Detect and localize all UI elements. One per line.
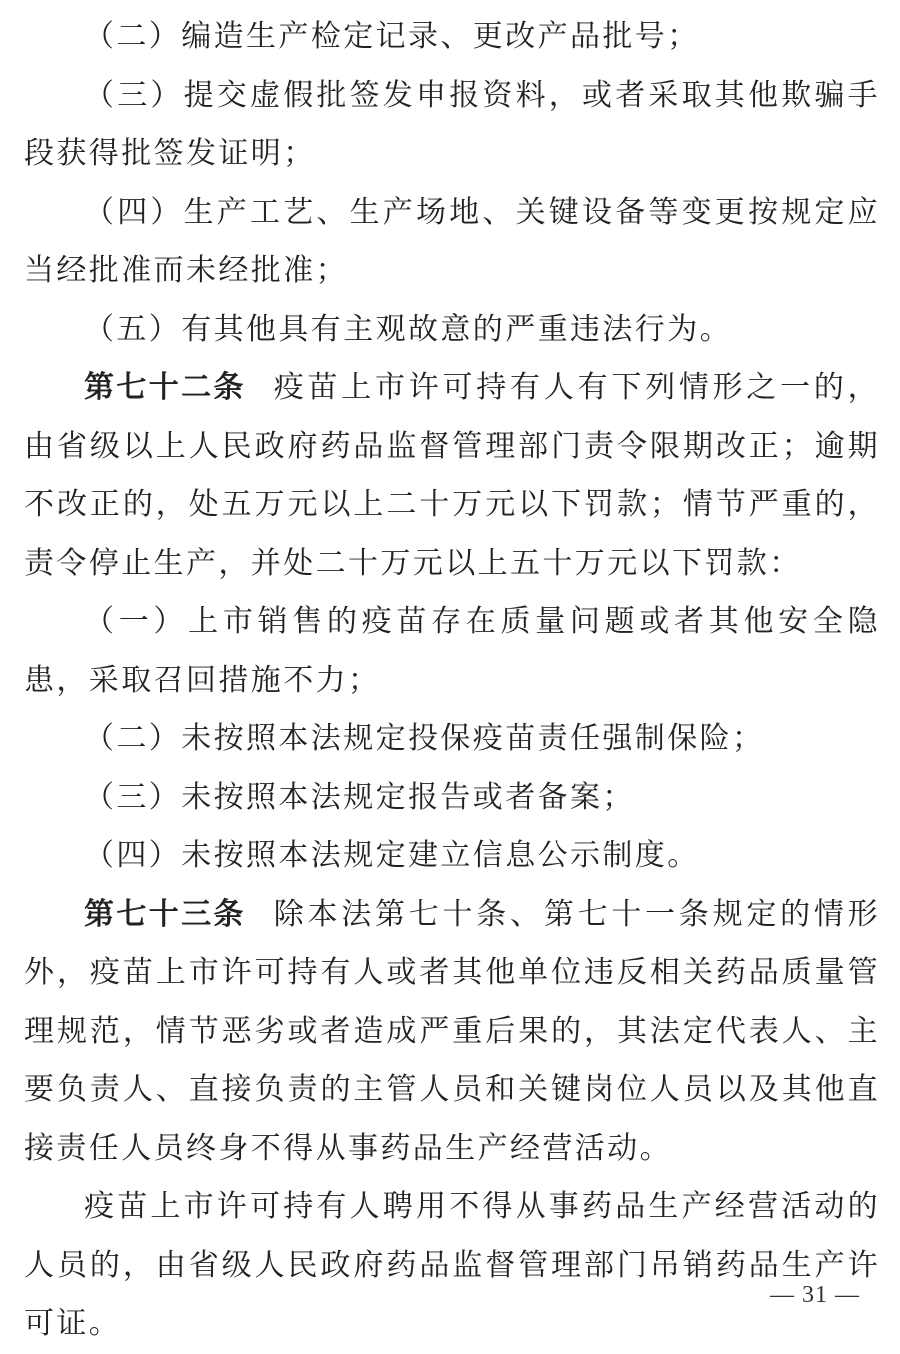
list-item-2: （二）编造生产检定记录、更改产品批号； [84,19,700,54]
article-72-item-4: （四）未按照本法规定建立信息公示制度。 [84,838,700,873]
article-73 [0,886,900,1179]
article-72-item-1: （一）上市销售的疫苗存在质量问题或者其他安全隐患，采取召回措施不力； [24,604,880,698]
list-item-5: （五）有其他具有主观故意的严重违法行为。 [84,311,732,347]
article-text: 疫苗上市许可持有人有下列情形之一的，由省级以上人民政府药品监督管理部门责令限期改正；逾期不改正的，处五万元以上二十万元以下罚款；情节严重的，责令停止生产，并处二十万元以上五十万元以下罚款： [24,370,881,581]
article-72-item-3: （三）未按照本法规定报告或者备案； [84,779,635,815]
document-body [0,8,900,1354]
page-number: — 31 — [770,1282,860,1308]
list-item-4: （四）生产工艺、生产场地、关键设备等变更按规定应当经批准而未经批准； [24,194,880,288]
article-text: 除本法第七十条、第七十一条规定的情形外，疫苗上市许可持有人或者其他单位违反相关药品质量管理规范，情节恶劣或者造成严重后果的，其法定代表人、主要负责人、直接负责的主管人员和关键岗位人员以及其他直接责任人员终身不得从事药品生产经营活动。 [24,896,881,1166]
article-72-item-2: （二）未按照本法规定投保疫苗责任强制保险； [84,721,765,756]
article-72 [0,359,900,593]
article-73-paragraph-2: 疫苗上市许可持有人聘用不得从事药品生产经营活动的人员的，由省级人民政府药品监督管理部门吊销药品生产许可证。 [24,1189,880,1341]
article-number: 第七十三条 [84,896,246,932]
list-item-3: （三）提交虚假批签发申报资料，或者采取其他欺骗手段获得批签发证明； [24,77,880,171]
article-number: 第七十二条 [84,370,246,405]
